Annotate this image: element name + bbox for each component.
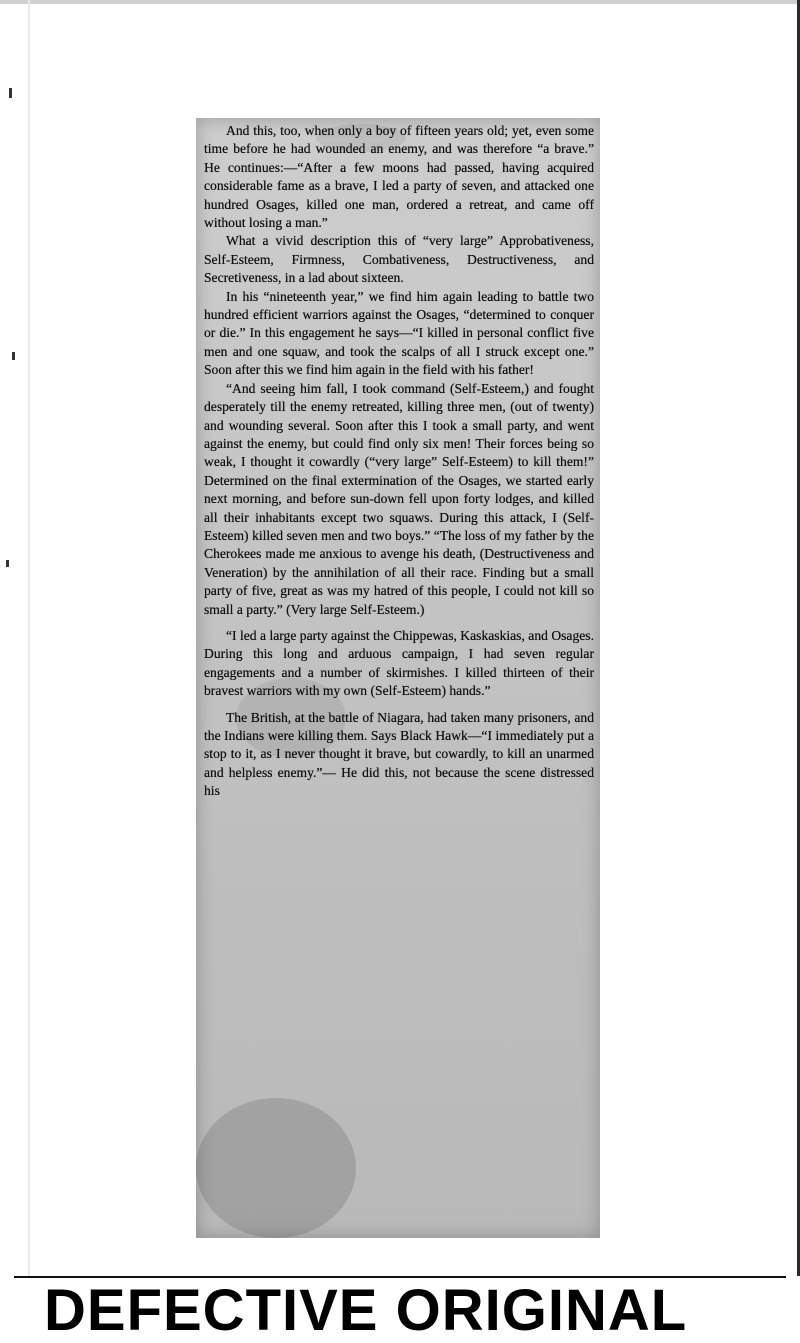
paragraph-1: And this, too, when only a boy of fifteen years old; yet, even some time before he had wounded an enemy, and was therefore “a brave.” He continues:—“After a few moons had passed, having acquired considerable fame as a brave, I led a party of seven, and attacked one hundred Osages, killed one man, ordered a retreat, and came off without losing a man.” <box>204 123 594 231</box>
paragraph-2: What a vivid description this of “very large” Approbativeness, Self-Esteem, Firmness, Combativeness, Destructiveness, and Secretiveness, in a lad about sixteen. <box>204 233 594 286</box>
paragraph-4: “And seeing him fall, I took command (Self-Esteem,) and fought desperately till the enemy retreated, killing three men, (out of twenty) and wounding several. Soon after this I took a small party, and went against the enemy, but could find only six men! Their forces being so weak, I thought it cowardly (“very large” Self-Esteem) to kill them!” Determined on the final extermination of the Osages, we started early next morning, and before sun-down fell upon forty lodges, and killed all their inhabitants except two squaws. During this attack, I (Self-Esteem) killed seven men and two boys.” “The loss of my father by the Cherokees made me anxious to avenge his death, (Destructiveness and Veneration) by the annihilation of all their race. Finding but a small party of five, great as was my hatred of this people, I could not kill so small a party.” (Very large Self-Esteem.) <box>204 380 594 617</box>
banner-text: DEFECTIVE ORIGINAL <box>44 1278 688 1343</box>
article-column <box>196 118 600 1238</box>
margin-speck <box>12 352 15 360</box>
defective-original-banner <box>0 1276 800 1343</box>
margin-speck <box>9 88 12 98</box>
paragraph-5: “I led a large party against the Chippewas, Kaskaskias, and Osages. During this long and arduous campaign, I had seven regular engagements and a number of skirmishes. I killed thirteen of their bravest warriors with my own (Self-Esteem) hands.” <box>204 627 594 699</box>
margin-speck <box>6 560 9 567</box>
paper-stain <box>196 1098 356 1238</box>
paragraph-3: In his “nineteenth year,” we find him again leading to battle two hundred efficient warriors against the Osages, “determined to conquer or die.” In this engagement he says—“I killed in personal conflict five men and one squaw, and took the scalps of all I struck except one.” Soon after this we find him again in the field with his father! <box>204 288 594 378</box>
page-top-edge <box>0 0 800 4</box>
left-margin-rule <box>28 0 30 1336</box>
paragraph-6: The British, at the battle of Niagara, had taken many prisoners, and the Indians were killing them. Says Black Hawk—“I immediately put a stop to it, as I never thought it brave, but cowardly, to kill an unarmed and helpless enemy.”— He did this, not because the scene distressed his <box>204 709 594 799</box>
